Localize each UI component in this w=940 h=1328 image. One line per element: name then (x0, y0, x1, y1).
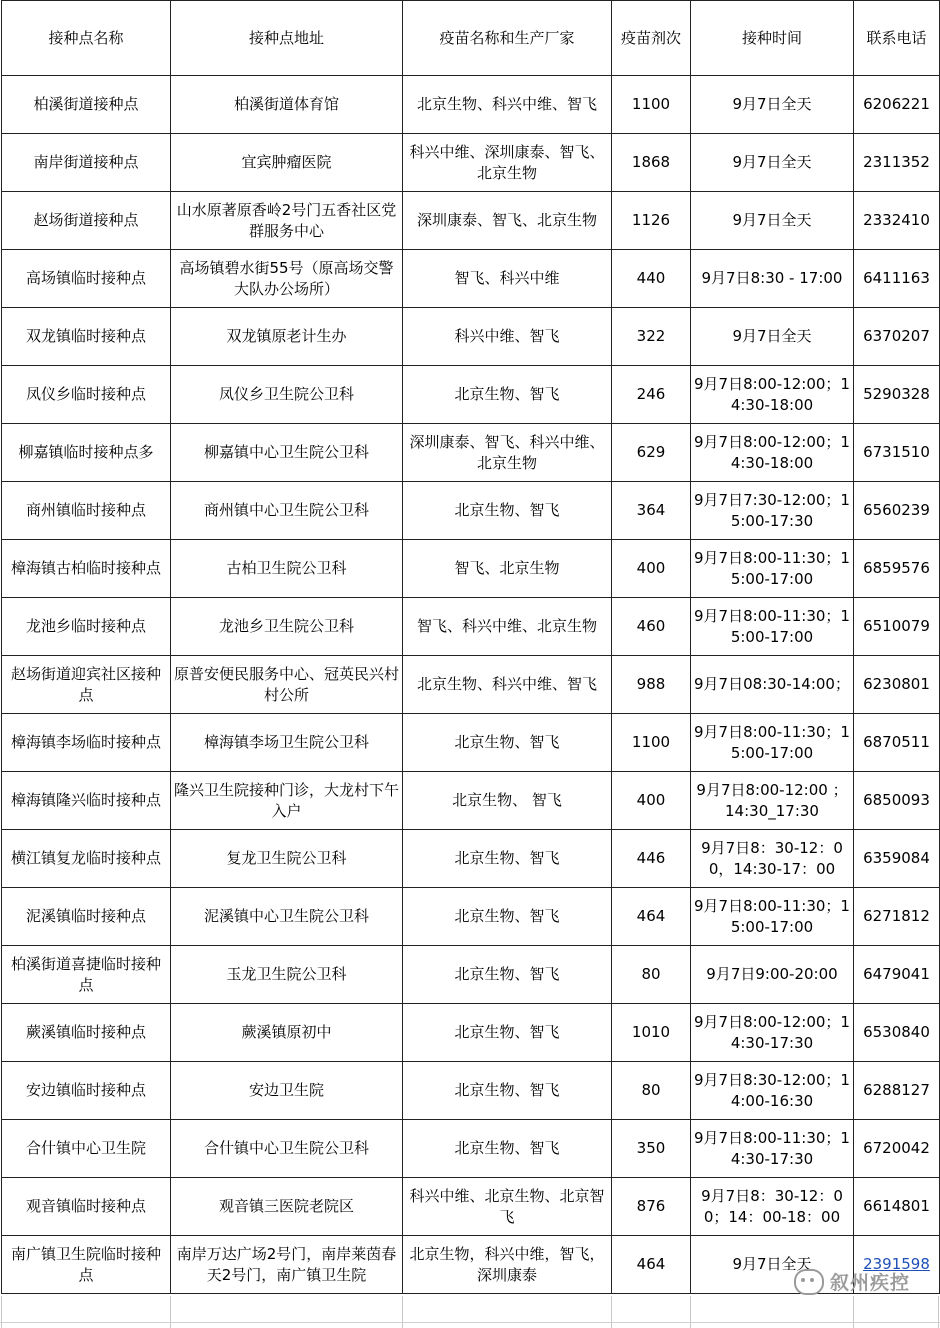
site-address: 山水原著原香岭2号门五香社区党群服务中心 (171, 192, 403, 250)
site-name: 柳嘉镇临时接种点多 (2, 424, 171, 482)
dose-count: 350 (612, 1120, 691, 1178)
vaccination-time: 9月7日全天 (691, 192, 854, 250)
contact-phone: 6370207 (854, 308, 940, 366)
header-vaccine: 疫苗名称和生产厂家 (403, 1, 612, 76)
vaccination-sites-table (1, 0, 940, 1294)
table-row (2, 192, 940, 250)
site-address: 原普安便民服务中心、冠英民兴村村公所 (171, 656, 403, 714)
vaccine-makers: 科兴中维、北京生物、北京智飞 (403, 1178, 612, 1236)
dose-count: 876 (612, 1178, 691, 1236)
vaccine-makers: 北京生物，科兴中维，智飞，深圳康泰 (403, 1236, 612, 1294)
table-row (2, 946, 940, 1004)
site-address: 复龙卫生院公卫科 (171, 830, 403, 888)
header-site-name: 接种点名称 (2, 1, 171, 76)
vaccine-makers: 科兴中维、智飞 (403, 308, 612, 366)
contact-phone: 6411163 (854, 250, 940, 308)
table-row (2, 308, 940, 366)
vaccine-makers: 北京生物、科兴中维、智飞 (403, 76, 612, 134)
table-row (2, 134, 940, 192)
dose-count: 460 (612, 598, 691, 656)
table-row (2, 1120, 940, 1178)
header-phone: 联系电话 (854, 1, 940, 76)
site-name: 泥溪镇临时接种点 (2, 888, 171, 946)
vaccine-makers: 智飞、科兴中维 (403, 250, 612, 308)
table-row (2, 366, 940, 424)
site-address: 隆兴卫生院接种门诊，大龙村下午入户 (171, 772, 403, 830)
vaccine-makers: 北京生物、智飞 (403, 830, 612, 888)
vaccine-makers: 北京生物、智飞 (403, 888, 612, 946)
dose-count: 464 (612, 888, 691, 946)
vaccination-time: 9月7日7:30-12:00；15:00-17:30 (691, 482, 854, 540)
site-name: 商州镇临时接种点 (2, 482, 171, 540)
site-name: 樟海镇古柏临时接种点 (2, 540, 171, 598)
table-row (2, 830, 940, 888)
site-name: 高场镇临时接种点 (2, 250, 171, 308)
vaccination-time: 9月7日8:00-11:30；15:00-17:00 (691, 598, 854, 656)
dose-count: 246 (612, 366, 691, 424)
table-row (2, 656, 940, 714)
table-row (2, 482, 940, 540)
site-address: 南岸万达广场2号门，南岸莱茵春天2号门，南广镇卫生院 (171, 1236, 403, 1294)
vaccination-time: 9月7日08:30-14:00； (691, 656, 854, 714)
header-time: 接种时间 (691, 1, 854, 76)
table-row (2, 1062, 940, 1120)
dose-count: 322 (612, 308, 691, 366)
contact-phone: 6614801 (854, 1178, 940, 1236)
dose-count: 1126 (612, 192, 691, 250)
site-address: 合什镇中心卫生院公卫科 (171, 1120, 403, 1178)
vaccine-makers: 北京生物、智飞 (403, 1062, 612, 1120)
site-name: 观音镇临时接种点 (2, 1178, 171, 1236)
site-name: 柏溪街道接种点 (2, 76, 171, 134)
vaccination-time: 9月7日8:00-11:30；14:30-17:30 (691, 1120, 854, 1178)
vaccination-time: 9月7日全天 (691, 134, 854, 192)
site-name: 樟海镇李场临时接种点 (2, 714, 171, 772)
contact-phone: 2332410 (854, 192, 940, 250)
dose-count: 1010 (612, 1004, 691, 1062)
site-address: 蕨溪镇原初中 (171, 1004, 403, 1062)
contact-phone: 2311352 (854, 134, 940, 192)
header-site-address: 接种点地址 (171, 1, 403, 76)
contact-phone-link[interactable]: 2391598 (863, 1255, 930, 1273)
site-address: 龙池乡卫生院公卫科 (171, 598, 403, 656)
site-name: 樟海镇隆兴临时接种点 (2, 772, 171, 830)
header-row (2, 1, 940, 76)
contact-phone: 6510079 (854, 598, 940, 656)
vaccination-time: 9月7日全天 (691, 76, 854, 134)
vaccine-makers: 北京生物、 智飞 (403, 772, 612, 830)
dose-count: 440 (612, 250, 691, 308)
site-name: 赵场街道迎宾社区接种点 (2, 656, 171, 714)
site-address: 宜宾肿瘤医院 (171, 134, 403, 192)
contact-phone: 6288127 (854, 1062, 940, 1120)
vaccine-makers: 北京生物、智飞 (403, 1004, 612, 1062)
dose-count: 629 (612, 424, 691, 482)
site-name: 凤仪乡临时接种点 (2, 366, 171, 424)
dose-count: 364 (612, 482, 691, 540)
watermark (794, 1268, 910, 1295)
vaccine-makers: 深圳康泰、智飞、科兴中维、北京生物 (403, 424, 612, 482)
vaccination-time: 9月7日8:00-12:00；14:30-18:00 (691, 424, 854, 482)
site-name: 南广镇卫生院临时接种点 (2, 1236, 171, 1294)
contact-phone: 6479041 (854, 946, 940, 1004)
dose-count: 464 (612, 1236, 691, 1294)
dose-count: 988 (612, 656, 691, 714)
site-name: 蕨溪镇临时接种点 (2, 1004, 171, 1062)
table-row (2, 598, 940, 656)
site-name: 横江镇复龙临时接种点 (2, 830, 171, 888)
vaccine-makers: 北京生物、智飞 (403, 714, 612, 772)
site-address: 商州镇中心卫生院公卫科 (171, 482, 403, 540)
dose-count: 80 (612, 1062, 691, 1120)
vaccine-makers: 北京生物、智飞 (403, 482, 612, 540)
site-address: 双龙镇原老计生办 (171, 308, 403, 366)
header-doses: 疫苗剂次 (612, 1, 691, 76)
dose-count: 446 (612, 830, 691, 888)
table-row (2, 888, 940, 946)
contact-phone: 6731510 (854, 424, 940, 482)
vaccination-time: 9月7日8:30-12:00；14:00-16:30 (691, 1062, 854, 1120)
vaccine-makers: 北京生物、科兴中维、智飞 (403, 656, 612, 714)
site-name: 柏溪街道喜捷临时接种点 (2, 946, 171, 1004)
contact-phone: 6870511 (854, 714, 940, 772)
vaccination-time: 9月7日8:00-12:00；14:30-17:30 (691, 1004, 854, 1062)
site-address: 古柏卫生院公卫科 (171, 540, 403, 598)
vaccination-time: 9月7日8:00-11:30；15:00-17:00 (691, 540, 854, 598)
site-address: 观音镇三医院老院区 (171, 1178, 403, 1236)
contact-phone: 6359084 (854, 830, 940, 888)
dose-count: 1100 (612, 714, 691, 772)
vaccination-time: 9月7日8:00-11:30；15:00-17:00 (691, 714, 854, 772)
table-row (2, 714, 940, 772)
vaccination-time: 9月7日8:00-12:00；14:30-18:00 (691, 366, 854, 424)
site-address: 高场镇碧水街55号（原高场交警大队办公场所） (171, 250, 403, 308)
vaccination-time: 9月7日8:00-11:30；15:00-17:00 (691, 888, 854, 946)
vaccine-makers: 北京生物、智飞 (403, 1120, 612, 1178)
vaccination-time: 9月7日8:30 - 17:00 (691, 250, 854, 308)
dose-count: 80 (612, 946, 691, 1004)
dose-count: 1868 (612, 134, 691, 192)
spreadsheet-grid-residue (0, 1296, 940, 1328)
vaccination-time: 9月7日8：30-12：00，14:30-17：00 (691, 830, 854, 888)
table-row (2, 76, 940, 134)
contact-phone: 5290328 (854, 366, 940, 424)
site-address: 安边卫生院 (171, 1062, 403, 1120)
site-name: 合什镇中心卫生院 (2, 1120, 171, 1178)
contact-phone: 6859576 (854, 540, 940, 598)
table-row (2, 1004, 940, 1062)
watermark-text: 叙州疾控 (829, 1272, 910, 1294)
wechat-icon (794, 1269, 824, 1295)
vaccination-time: 9月7日9:00-20:00 (691, 946, 854, 1004)
table-row (2, 540, 940, 598)
vaccine-makers: 北京生物、智飞 (403, 946, 612, 1004)
table-row (2, 250, 940, 308)
site-address: 玉龙卫生院公卫科 (171, 946, 403, 1004)
contact-phone: 6850093 (854, 772, 940, 830)
dose-count: 400 (612, 540, 691, 598)
dose-count: 1100 (612, 76, 691, 134)
vaccine-makers: 北京生物、智飞 (403, 366, 612, 424)
site-name: 赵场街道接种点 (2, 192, 171, 250)
vaccine-makers: 科兴中维、深圳康泰、智飞、北京生物 (403, 134, 612, 192)
contact-phone: 6206221 (854, 76, 940, 134)
contact-phone: 6530840 (854, 1004, 940, 1062)
site-address: 樟海镇李场卫生院公卫科 (171, 714, 403, 772)
vaccine-makers: 深圳康泰、智飞、北京生物 (403, 192, 612, 250)
dose-count: 400 (612, 772, 691, 830)
site-address: 凤仪乡卫生院公卫科 (171, 366, 403, 424)
vaccination-time: 9月7日8：30-12：00；14：00-18：00 (691, 1178, 854, 1236)
table-row (2, 1178, 940, 1236)
contact-phone: 6560239 (854, 482, 940, 540)
contact-phone: 6271812 (854, 888, 940, 946)
vaccination-time: 9月7日8:00-12:00 ；14:30_17:30 (691, 772, 854, 830)
vaccination-time: 9月7日全天 (691, 1236, 854, 1294)
site-address: 柏溪街道体育馆 (171, 76, 403, 134)
vaccination-time: 9月7日全天 (691, 308, 854, 366)
vaccine-makers: 智飞、科兴中维、北京生物 (403, 598, 612, 656)
site-name: 安边镇临时接种点 (2, 1062, 171, 1120)
vaccine-makers: 智飞、北京生物 (403, 540, 612, 598)
contact-phone: 6230801 (854, 656, 940, 714)
table-row (2, 772, 940, 830)
site-address: 柳嘉镇中心卫生院公卫科 (171, 424, 403, 482)
contact-phone: 6720042 (854, 1120, 940, 1178)
site-name: 南岸街道接种点 (2, 134, 171, 192)
site-name: 双龙镇临时接种点 (2, 308, 171, 366)
site-address: 泥溪镇中心卫生院公卫科 (171, 888, 403, 946)
site-name: 龙池乡临时接种点 (2, 598, 171, 656)
table-row (2, 424, 940, 482)
